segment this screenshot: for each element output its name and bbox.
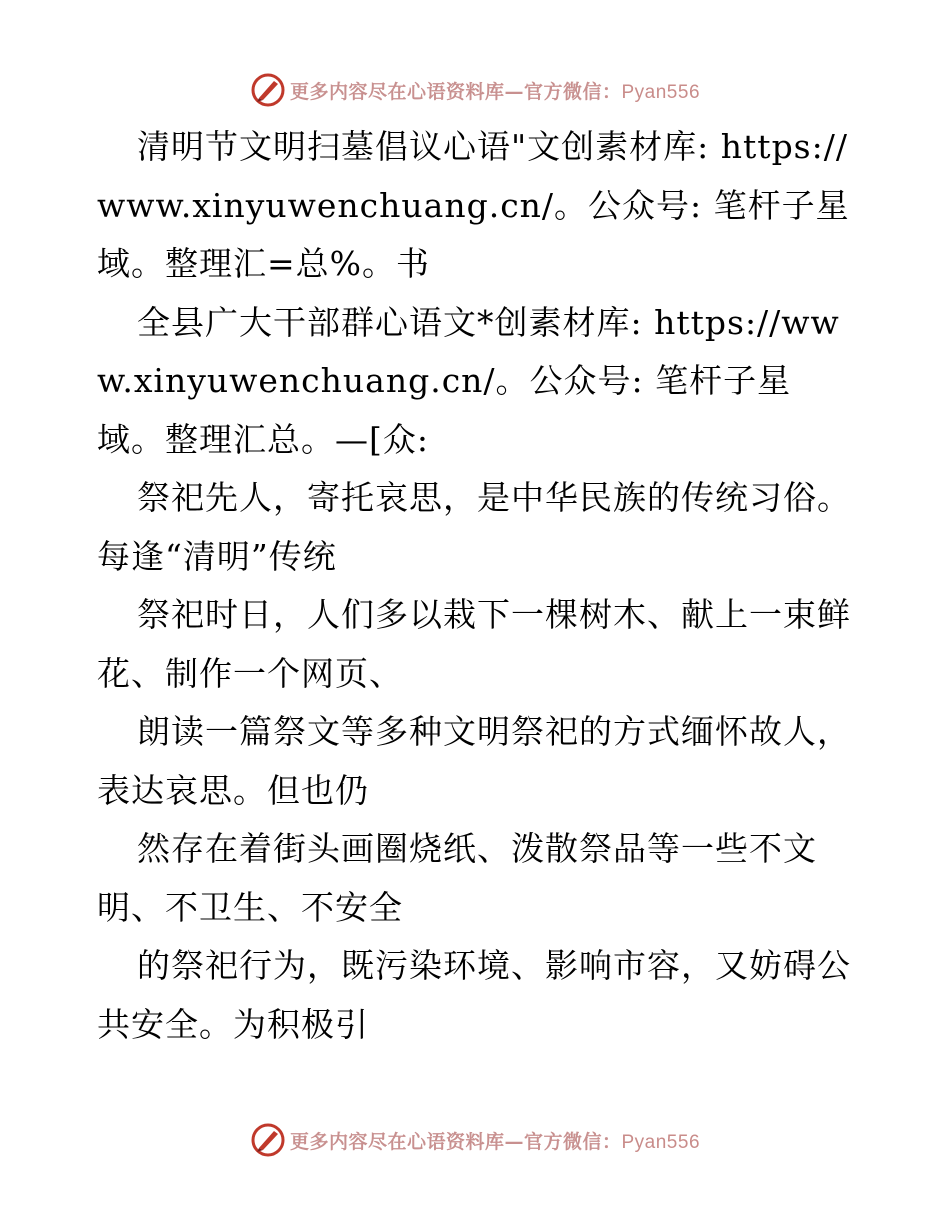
banner-text [290, 1127, 700, 1154]
paragraph: 的祭祀行为，既污染环境、影响市容，又妨碍公共安全。为积极引 [97, 946, 851, 1044]
paragraph: 祭祀时日，人们多以栽下一棵树木、献上一束鲜花、制作一个网页、 [97, 595, 851, 693]
paragraph: 全县广大干部群心语文*创素材库: https://www.xinyuwenchuang.cn/。公众号: 笔杆子星域。整理汇总。—[众: [97, 302, 840, 459]
banner-wechat-label: 官方微信： [523, 1130, 622, 1153]
paragraph: 然存在着街头画圈烧纸、泼散祭品等一些不文明、不卫生、不安全 [97, 829, 817, 927]
banner-wechat-id: Pyan556 [621, 81, 701, 103]
banner-site-text: 更多内容尽在心语资料库 [289, 1130, 505, 1153]
paragraph: 朗读一篇祭文等多种文明祭祀的方式缅怀故人，表达哀思。但也仍 [97, 712, 851, 810]
footer-banner [0, 1120, 950, 1160]
paragraph: 祭祀先人，寄托哀思，是中华民族的传统习俗。每逢“清明”传统 [97, 478, 851, 576]
banner-site-text: 更多内容尽在心语资料库 [289, 80, 505, 103]
document-body [97, 118, 857, 1054]
banner-separator: — [504, 1130, 524, 1153]
banner-wechat-label: 官方微信： [523, 80, 622, 103]
banner-text [290, 77, 700, 104]
header-banner [0, 70, 950, 110]
paragraph: 清明节文明扫墓倡议心语"文创素材库: https://www.xinyuwenchuang.cn/。公众号: 笔杆子星域。整理汇=总%。书 [97, 127, 850, 283]
banner-separator: — [504, 80, 524, 103]
brush-logo-icon [250, 72, 286, 108]
brush-logo-icon [250, 1122, 286, 1158]
banner-wechat-id: Pyan556 [621, 1131, 701, 1153]
